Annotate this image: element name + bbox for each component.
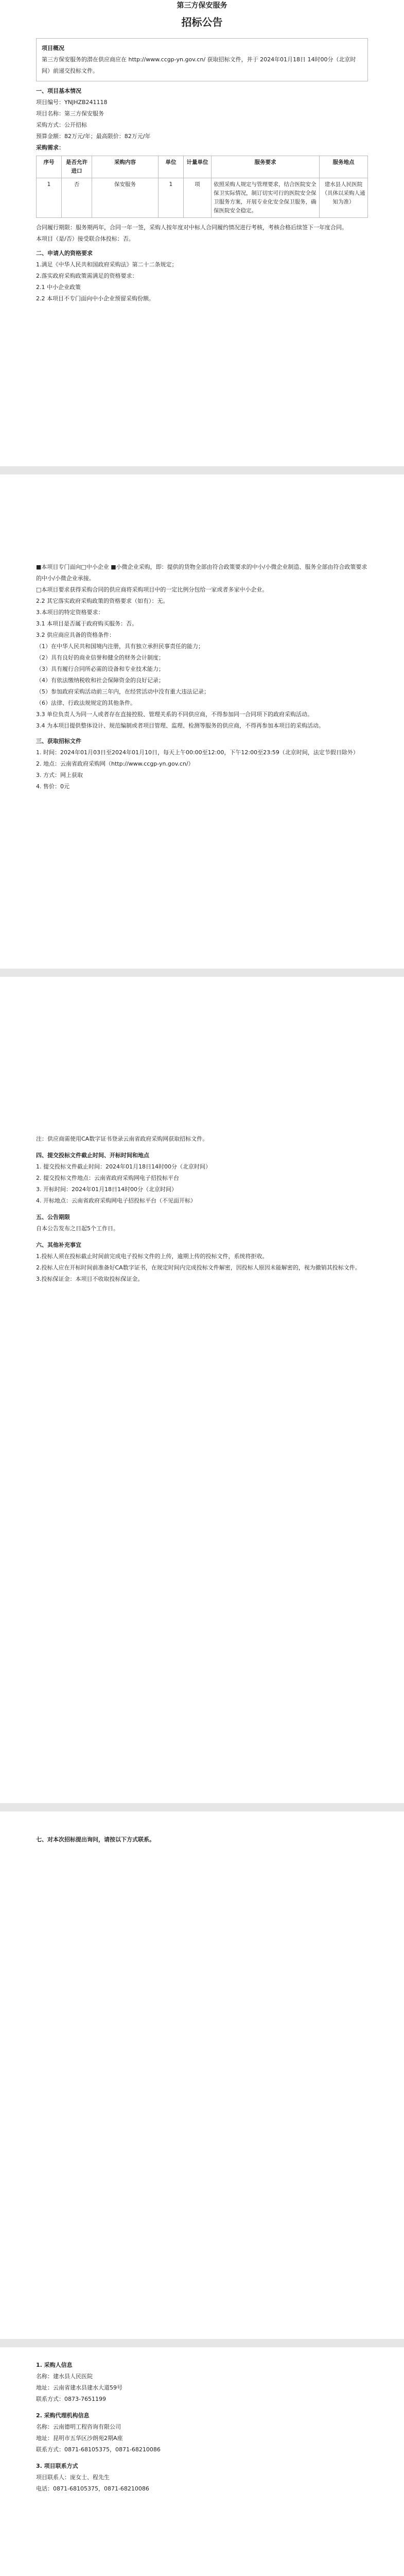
requirements-table xyxy=(36,156,368,218)
agency-contact: 联系方式：0871-68105375，0871-68210086 xyxy=(36,2446,161,2453)
paragraph: 自本公告发布之日起5个工作日。 xyxy=(36,1225,119,1232)
paragraph: （2）具有良好的商业信誉和健全的财务会计制度； xyxy=(36,654,164,661)
paragraph: 3.1 本项目是否属于政府购买服务：否。 xyxy=(36,620,137,627)
project-name: 项目名称：第三方保安服务 xyxy=(36,110,104,117)
overview-heading: 项目概况 xyxy=(42,45,64,52)
agency-name: 名称：云南德明工程咨询有限公司 xyxy=(36,2424,121,2430)
agency-heading: 2. 采购代理机构信息 xyxy=(36,2412,90,2419)
budget-amount: 预算金额：82万元/年；最高限价：82万元/年 xyxy=(36,133,151,140)
paragraph: □本项目要求获得采购合同的供应商将采购项目中的一定比例分包给一家或者多家中小企业。 xyxy=(36,586,268,593)
page-1 xyxy=(0,0,404,464)
paragraph: 1. 时间：2024年01月03日至2024年01月10日，每天上午00:00至12:00，下午12:00至23:59（北京时间，法定节假日除外） xyxy=(36,749,359,756)
col-header: 是否允许进口 xyxy=(62,156,92,178)
paragraph: 3.本项目的特定资格要求： xyxy=(36,609,104,616)
page-separator xyxy=(0,466,404,474)
section4-heading: 四、提交投标文件截止时间、开标时间和地点 xyxy=(36,1152,149,1159)
procurement-method: 采购方式：公开招标 xyxy=(36,122,87,128)
paragraph: 3. 方式：网上获取 xyxy=(36,772,83,778)
col-header: 服务要求 xyxy=(212,156,320,178)
paragraph: 3.2 供应商应具备的资格条件： xyxy=(36,632,115,638)
paragraph: 注：供应商需使用CA数字证书登录云南省政府采购网获取招标文件。 xyxy=(36,1136,208,1142)
paragraph: 2. 提交投标文件地点：云南省政府采购网电子招投标平台 xyxy=(36,1175,179,1181)
page-5 xyxy=(0,2360,404,2576)
qualification-item: 2.1 中小企业政策 xyxy=(36,284,81,291)
section2-heading: 二、申请人的资格要求 xyxy=(36,250,93,257)
table-cell: 1 xyxy=(37,178,62,218)
col-header: 采购内容 xyxy=(92,156,159,178)
qualification-item: 1.满足《中华人民共和国政府采购法》第二十二条规定； xyxy=(36,261,178,268)
requirements-heading: 采购需求： xyxy=(36,144,64,151)
paragraph: （1）在中华人民共和国境内注册，具有独立承担民事责任的能力； xyxy=(36,643,204,650)
table-cell: 否 xyxy=(62,178,92,218)
buyer-heading: 1. 采购人信息 xyxy=(36,2362,73,2368)
paragraph: 1. 提交投标文件截止时间：2024年01月18日14时00分（北京时间） xyxy=(36,1163,211,1170)
section3-heading: 三、获取招标文件 xyxy=(36,738,81,744)
paragraph: （6）法律、行政法规规定的其他条件。 xyxy=(36,700,136,706)
section1-heading: 一、项目基本情况 xyxy=(36,88,81,94)
table-cell: 1 xyxy=(159,178,184,218)
col-header: 单位 xyxy=(159,156,184,178)
project-contact-heading: 3. 项目联系方式 xyxy=(36,2463,78,2469)
paragraph: （4）有依法缴纳税收和社会保障资金的良好记录； xyxy=(36,677,164,684)
qualification-item: 2.落实政府采购政策需满足的资格要求： xyxy=(36,273,138,279)
page-title: 招标公告 xyxy=(181,16,223,28)
page-top-title: 第三方保安服务 xyxy=(177,2,227,10)
table-cell: 建水县人民医院（具体以采购人通知为准） xyxy=(320,178,368,218)
paragraph: 3. 开标时间：2024年01月18日14时00分（北京时间） xyxy=(36,1186,177,1193)
paragraph: 3.4 为本项目提供整体设计、规范编制或者项目管理、监理、检测等服务的供应商，不得再参加本项目的采购活动。 xyxy=(36,722,324,729)
buyer-contact: 联系方式：0873-7651199 xyxy=(36,2396,106,2402)
contract-term: 合同履行期限：服务期两年，合同一年一签，采购人按年度对中标人合同履约情况进行考核，考核合格后续签下一年度合同。 xyxy=(36,224,347,231)
qualification-item: 2.2 本项目不专门面向中小企业预留采购份额。 xyxy=(36,295,154,302)
paragraph: 2.2 其它落实政府采购政策的资格要求（如有）：无。 xyxy=(36,598,169,604)
paragraph: ■本项目专门面向□中小企业 ■小微企业采购，即：提供的货物全部由符合政策要求的中小/小微企业制造、服务全部由符合政策要求的中小/小微企业承接。 xyxy=(36,564,367,582)
table-cell: 保安服务 xyxy=(92,178,159,218)
buyer-name: 名称：建水县人民医院 xyxy=(36,2373,93,2380)
paragraph: 2. 地点：云南省政府采购网（http://www.ccgp-yn.gov.cn/） xyxy=(36,760,194,767)
section7-heading: 七、对本次招标提出询问，请按以下方式联系。 xyxy=(36,1836,155,1843)
col-header: 序号 xyxy=(37,156,62,178)
paragraph: 2.投标人应在开标时间前准备好CA数字证书，在规定时间内完成投标文件解密，因投标人原因未能解密的，视为撤销其投标文件。 xyxy=(36,1264,361,1271)
paragraph: （3）具有履行合同所必需的设备和专业技术能力； xyxy=(36,666,164,672)
agency-address: 地址：昆明市五华区沙朗苑2期A座 xyxy=(36,2435,123,2442)
page-4 xyxy=(0,1834,404,2298)
page-separator xyxy=(0,1803,404,1811)
col-header: 服务地点 xyxy=(320,156,368,178)
page-2 xyxy=(0,562,404,953)
paragraph: 1.投标人须在投标截止时间前完成电子投标文件的上传，逾期上传的投标文件，系统将拒收。 xyxy=(36,1253,268,1260)
paragraph: 4. 售价：0元 xyxy=(36,783,69,790)
buyer-address: 地址：云南省建水县建水大道59号 xyxy=(36,2384,122,2391)
page-3 xyxy=(0,1133,404,1803)
table-header-row xyxy=(37,156,368,178)
project-contact-person: 项目联系人：庞女士、程先生 xyxy=(36,2474,110,2481)
paragraph: 4. 开标地点：云南省政府采购网电子招投标平台（不见面开标） xyxy=(36,1197,196,1204)
paragraph: （5）参加政府采购活动前三年内，在经营活动中没有重大违法记录； xyxy=(36,688,209,695)
page-separator xyxy=(0,969,404,977)
col-header: 计量单位 xyxy=(184,156,212,178)
table-cell: 项 xyxy=(184,178,212,218)
overview-box xyxy=(36,38,368,81)
project-contact-phone: 电话：0871-68105375，0871-68210086 xyxy=(36,2485,149,2492)
page-separator xyxy=(0,2339,404,2347)
joint-bid: 本项目（是/否）接受联合体投标：否。 xyxy=(36,235,134,242)
project-no: 项目编号：YNJHZB241118 xyxy=(36,99,108,106)
paragraph: 3.3 单位负责人为同一人或者存在直接控股、管理关系的不同供应商，不得参加同一合同项下的政府采购活动。 xyxy=(36,711,313,718)
table-row xyxy=(37,178,368,218)
paragraph: 3.投标保证金：本项目不收取投标保证金。 xyxy=(36,1276,144,1282)
overview-body: 第三方保安服务的潜在供应商应在 http://www.ccgp-yn.gov.cn/ 获取招标文件，并于 2024年01月18日 14时00分（北京时间）前递交投标文件。 xyxy=(42,56,356,74)
table-cell: 依照采购人规定与管理要求，结合医院安全保卫实际情况，制订切实可行的医院安全保卫服务方案，开展专业化安全保卫服务，确保医院安全稳定。 xyxy=(212,178,320,218)
section5-heading: 五、公告期限 xyxy=(36,1214,70,1221)
section6-heading: 六、其他补充事宜 xyxy=(36,1242,81,1248)
